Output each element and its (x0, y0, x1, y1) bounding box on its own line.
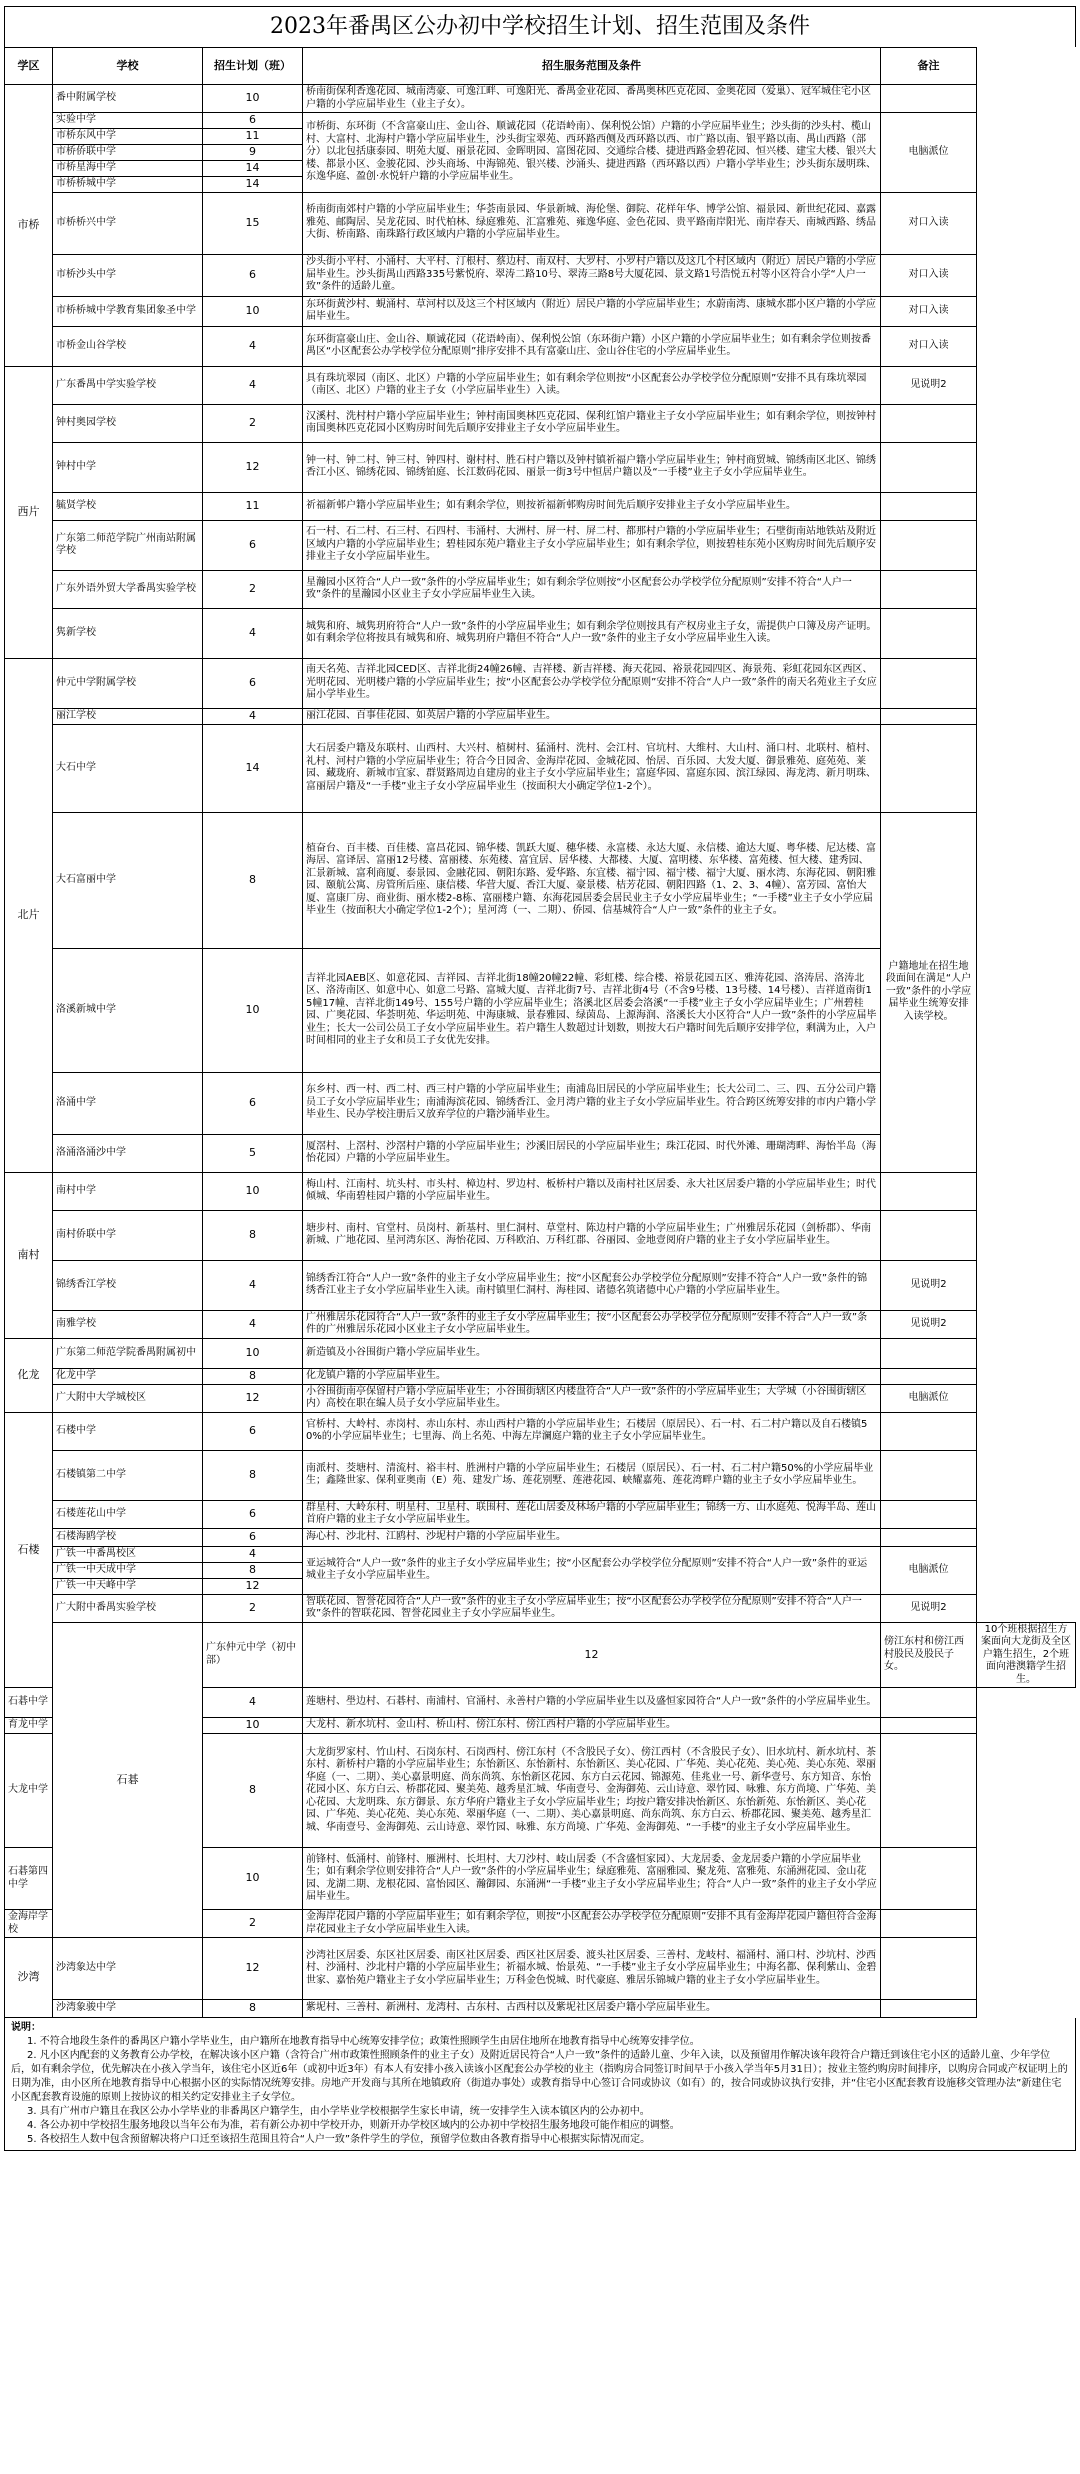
note-cell (881, 1718, 977, 1734)
plan-cell: 8 (203, 1734, 303, 1848)
document-title: 2023年番禺区公办初中学校招生计划、招生范围及条件 (4, 6, 1076, 47)
school-cell: 广大附中番禺实验学校 (53, 1594, 203, 1622)
scope-cell: 东环街富豪山庄、金山谷、顺诚花园（花语岭南）、保利悦公馆（东环街户籍）小区户籍的小学应届毕业生；如有剩余学位则按番禺区“小区配套公办学校学位分配原则”排序安排不具有富豪山庄、金山谷住宅的小学应届毕业生。 (303, 326, 881, 366)
scope-cell: 植奋台、百丰楼、百佳楼、富昌花园、锦华楼、凯跃大厦、穗华楼、永富楼、永达大厦、永信楼、逾达大厦、粤华楼、尼达楼、富海居、富译居、富丽12号楼、富丽楼、东苑楼、富宜居、居华楼、大都楼、大厦、富明楼、东华楼、富苑楼、恒大楼、建秀园、汇景新城、富利商厦、泰景园、金融花园、朝阳东路、爱华路、东宜楼、福宁园、福宁楼、福宁大厦、丽水湾、东海花园、朝阳雅园、颐航公寓、房管所后座、康信楼、华营大厦、香江大厦、豪景楼、桔芳花园、朝阳四路（1、2、3、4幢）、富芳园、富怡大厦、富康厂房、商业街、丽水楼2-8栋、富丽楼户籍、东海花园居委会居民业主子女小学应届毕业生；“一手楼”业主子女小学应届毕业生（按面积大小确定学位1-2个）；星河湾（一、二期）、侨园、信基城符合“人户一致”条件的业主子女。 (303, 812, 881, 948)
plan-cell: 4 (203, 366, 303, 404)
plan-cell: 15 (203, 192, 303, 254)
scope-cell: 吉祥北园AEB区、如意花园、吉祥园、吉祥北街18幢20幢22幢、彩虹楼、综合楼、裕景花园五区、雅涛花园、洛涛居、洛涛北区、洛涛南区、如意中心、如意二号路、富城大厦、吉祥北街7号、吉祥北街4号（不含9号楼、13号楼、14号楼）、吉祥道南街15幢17幢、吉祥北街149号、155号户籍的小学应届毕业生；洛溪北区居委会洛溪“一手楼”业主子女小学应届毕业生；广州碧桂园、广奥花园、华荟明苑、华运明苑、中海康城、景春雅园、绿茵岛、上源海润、洛溪长大小区符合“人户一致”条件的小学应届毕业生；长大一公司公员工子女小学应届毕业生。若户籍生人数超过计划数，则按大石户籍时间先后顺序安排学位，剩满为止，入户时间相同的业主子女和员工子女优先安排。 (303, 948, 881, 1072)
table-row (5, 1384, 1076, 1412)
scope-cell: 官桥村、大岭村、赤岗村、赤山东村、赤山西村户籍的小学应届毕业生；石楼居（原居民）、石一村、石二村户籍以及自石楼镇50%的小学应届毕业生；七里海、尚上名苑、中海左岸澜庭户籍的业主子女小学应届毕业生。 (303, 1412, 881, 1450)
school-cell: 实验中学 (53, 113, 203, 129)
plan-cell: 10 (203, 948, 303, 1072)
school-cell: 广东第二师范学院广州南站附属学校 (53, 520, 203, 570)
table-row (5, 192, 1076, 254)
plan-cell: 12 (203, 1578, 303, 1594)
scope-cell: 厦滘村、上滘村、沙滘村户籍的小学应届毕业生；沙溪旧居民的小学应届毕业生；珠江花园、时代外滩、珊瑚湾畔、海怡半岛（海怡花园）户籍的小学应届毕业生。 (303, 1134, 881, 1172)
district-cell: 南村 (5, 1172, 53, 1338)
school-cell: 石楼海鸥学校 (53, 1528, 203, 1546)
table-row (5, 708, 1076, 724)
note-cell (881, 1688, 977, 1718)
enrollment-table (4, 47, 1076, 2018)
table-row (5, 1368, 1076, 1384)
note-cell: 对口入读 (881, 326, 977, 366)
scope-cell: 紫坭村、三善村、新洲村、龙湾村、古东村、古西村以及紫坭社区居委户籍小学应届毕业生。 (303, 2000, 881, 2018)
plan-cell: 4 (203, 608, 303, 658)
scope-cell: 亚运城符合“人户一致”条件的业主子女小学应届毕业生；按“小区配套公办学校学位分配原则”安排不符合“人户一致”条件的亚运城业主子女小学应届毕业生。 (303, 1546, 881, 1594)
note-cell: 电脑派位 (881, 113, 977, 193)
scope-cell: 沙湾社区居委、东区社区居委、南区社区居委、西区社区居委、渡头社区居委、三善村、龙岐村、福涌村、涌口村、沙坑村、沙西村、沙涌村、沙北村户籍的小学应届毕业生；祈福水城、怡景苑、“一手楼”业主子女小学应届毕业生；中海名都、保利紫山、金碧世家、嘉怡苑户籍业主子女小学应届毕业生；万科金色悦城、时代豪庭、雅居乐锦城户籍的业主子女小学应届毕业生。 (303, 1938, 881, 2000)
table-row (5, 570, 1076, 608)
scope-cell: 小谷围街南亭保留村户籍小学应届毕业生；小谷围街辖区内楼盘符合“人户一致”条件的小学应届毕业生；大学城（小谷围街辖区内）高校在职在编人员子女小学应届毕业生。 (303, 1384, 881, 1412)
plan-cell: 6 (203, 1072, 303, 1134)
note-item-5: 5. 各校招生人数中包含预留解决将户口迁至该招生范围且符合“人户一致”条件学生的学位，预留学位数由各教育指导中心根据实际情况而定。 (27, 2134, 651, 2145)
scope-cell: 大石居委户籍及东联村、山西村、大兴村、植树村、猛涌村、洗村、会江村、官坑村、大维村、大山村、涌口村、北联村、植村、礼村、河村户籍的小学应届毕业生；符合今日园舍、金海岸花园、金城花园、怡居、百乐园、大发大厦、御景雅苑、庭苑苑、莱园、藏珑府、新城市宜家、群贤路周边自建房的业主子女小学应届毕业生；富庭华园、富庭东园、滨江绿园、海龙湾、新月明珠、富丽居户籍及“一手楼”业主子女小学应届毕业生（按面积大小确定学位1-2个）。 (303, 724, 881, 812)
school-cell: 市桥星海中学 (53, 160, 203, 176)
scope-cell: 南天名苑、吉祥北园CED区、吉祥北街24幢26幢、吉祥楼、新吉祥楼、海天花园、裕景花园四区、海景苑、彩虹花园东区西区、光明花园、光明楼户籍的小学应届毕业生；按“小区配套公办学校学位分配原则”安排不符合“人户一致”条件的南天名苑业主子女应届小学毕业生。 (303, 658, 881, 708)
note-cell: 对口入读 (881, 296, 977, 326)
plan-cell: 8 (203, 1368, 303, 1384)
plan-cell: 14 (203, 176, 303, 192)
plan-cell: 12 (303, 1622, 881, 1688)
note-cell (881, 570, 977, 608)
scope-cell: 城隽和府、城隽玥府符合“人户一致”条件的小学应届毕业生；如有剩余学位则按具有产权房业主子女，需提供户口簿及房产证明。如有剩余学位将按具有城隽和府、城隽玥府户籍但不符合“人户一致”条件的业主子女小学应届毕业生入读。 (303, 608, 881, 658)
school-cell: 石碁中学 (5, 1688, 53, 1718)
header-school: 学校 (53, 48, 203, 85)
school-cell: 锦绣香江学校 (53, 1260, 203, 1310)
scope-cell: 桥南街保利香逸花园、城南湾豪、可逸江畔、可逸阳光、番禺金业花园、番禺奥林匹克花园、金奥花园（爱巢）、冠军城住宅小区户籍的小学应届毕业生（业主子女）。 (303, 85, 881, 113)
plan-cell: 4 (203, 1310, 303, 1338)
school-cell: 沙湾象骏中学 (53, 2000, 203, 2018)
header-district: 学区 (5, 48, 53, 85)
note-cell: 电脑派位 (881, 1384, 977, 1412)
note-cell (881, 1848, 977, 1910)
plan-cell: 6 (203, 1412, 303, 1450)
plan-cell: 6 (203, 658, 303, 708)
plan-cell: 11 (203, 128, 303, 144)
note-cell (881, 1338, 977, 1368)
table-row (5, 113, 1076, 129)
note-cell (881, 1500, 977, 1528)
plan-cell: 6 (203, 254, 303, 296)
scope-cell: 梅山村、江南村、坑头村、市头村、樟边村、罗边村、板桥村户籍以及南村社区居委、永大社区居委户籍的小学应届毕业生；时代倾城、华南碧桂园户籍的小学应届毕业生。 (303, 1172, 881, 1210)
table-row (5, 1546, 1076, 1562)
school-cell: 育龙中学 (5, 1718, 53, 1734)
scope-cell: 前锋村、低涌村、前锋村、雁洲村、长坦村、大刀沙村、岐山居委（不含盛恒家园）、大龙居委、金龙居委户籍的小学应届毕业生；如有剩余学位则安排符合“人户一致”条件的小学应届毕业生；绿庭雅苑、富丽雅园、聚龙苑、富雅苑、东涌洲花园、金山花园、龙湖二期、龙根花园、富怡园区、瀚御园、东涌洲“一手楼”业主子女小学应届毕业生；符合“人户一致”条件的业主子女小学应届毕业生。 (303, 1848, 881, 1910)
school-cell: 广东仲元中学（初中部） (203, 1622, 303, 1688)
plan-cell: 4 (203, 326, 303, 366)
school-cell: 番中附属学校 (53, 85, 203, 113)
scope-cell: 祈福新邨户籍小学应届毕业生；如有剩余学位，则按祈福新邨购房时间先后顺序安排业主子女小学应届毕业生。 (303, 492, 881, 520)
school-cell: 钟村中学 (53, 442, 203, 492)
table-row (5, 724, 1076, 812)
school-cell: 广东番禺中学实验学校 (53, 366, 203, 404)
note-cell (881, 1210, 977, 1260)
table-row (5, 1310, 1076, 1338)
scope-cell: 金海岸花园户籍的小学应届毕业生；如有剩余学位，则按“小区配套公办学校学位分配原则”安排不具有金海岸花园户籍但符合金海岸花园业主子女小学应届毕业生入读。 (303, 1910, 881, 1938)
school-cell: 市桥东风中学 (53, 128, 203, 144)
school-cell: 市桥侨联中学 (53, 144, 203, 160)
district-cell: 沙湾 (5, 1938, 53, 2018)
table-row (5, 1622, 1076, 1688)
note-cell: 户籍地址在招生地段面间在满足“人户一致”条件的小学应届毕业生统筹安排入读学校。 (881, 812, 977, 1172)
table-row (5, 1338, 1076, 1368)
school-cell: 市桥桥兴中学 (53, 192, 203, 254)
district-cell: 西片 (5, 366, 53, 658)
plan-cell: 6 (203, 113, 303, 129)
school-cell: 市桥桥城中学教育集团象圣中学 (53, 296, 203, 326)
scope-cell: 东乡村、西一村、西二村、西三村户籍的小学应届毕业生；南浦岛旧居民的小学应届毕业生；长大公司二、三、四、五分公司户籍员工子女小学应届毕业生；南浦海滨花园、锦绣香江、金月湾户籍的业主子女小学应届毕业生。符合跨区统筹安排的市内户籍小学毕业生、民办学校注册后又放弃学位的户籍沙涌毕业生。 (303, 1072, 881, 1134)
table-row (5, 1528, 1076, 1546)
plan-cell: 10 (203, 1172, 303, 1210)
note-cell (881, 708, 977, 724)
table-row (5, 1210, 1076, 1260)
note-item-4: 4. 各公办初中学校招生服务地段以当年公布为准，若有新公办初中学校开办，则新开办学校区域内的公办初中学校招生服务地段可能作相应的调整。 (27, 2120, 680, 2131)
plan-cell: 4 (203, 708, 303, 724)
note-cell: 对口入读 (881, 192, 977, 254)
plan-cell: 6 (203, 1528, 303, 1546)
scope-cell: 桥南街南郊村户籍的小学应届毕业生；华荟南景园、华景新城、海伦堡、御院、花样年华、博学公馆、福景园、新世纪花园、嘉露雅苑、邮陶居、吴龙花园、时代柏林、绿庭雅苑、汇富雅苑、雍逸华庭、金色花园、贵平路南岸阳光、南岸春天、南城西路、绣品大街、桥南路、南珠路行政区域内户籍的小学应届毕业生。 (303, 192, 881, 254)
school-cell: 广东第二师范学院番禺附属初中 (53, 1338, 203, 1368)
school-cell: 石楼莲花山中学 (53, 1500, 203, 1528)
school-cell: 钟村奥园学校 (53, 404, 203, 442)
school-cell: 大石中学 (53, 724, 203, 812)
note-cell (881, 1172, 977, 1210)
plan-cell: 11 (203, 492, 303, 520)
table-row (5, 366, 1076, 404)
note-cell (881, 492, 977, 520)
plan-cell: 12 (203, 442, 303, 492)
table-header-row (5, 48, 1076, 85)
school-cell: 南雅学校 (53, 1310, 203, 1338)
scope-cell: 钟一村、钟二村、钟三村、钟四村、谢村村、胜石村户籍以及钟村镇祈福户籍小学应届毕业生；钟村商贸城、锦绣南区北区、锦绣香江小区、锦绣花园、锦绣铂庭、长江数码花园、丽景一街3号中恒居户籍以及“一手楼”业主子女小学应届毕业生。 (303, 442, 881, 492)
district-cell: 石碁 (53, 1622, 203, 1938)
scope-cell: 东环街黄沙村、蜆涌村、草河村以及这三个村区域内（附近）居民户籍的小学应届毕业生；水蔚南湾、康城水郡小区户籍的小学应届毕业生。 (303, 296, 881, 326)
school-cell: 仲元中学附属学校 (53, 658, 203, 708)
plan-cell: 12 (203, 1938, 303, 2000)
plan-cell: 14 (203, 724, 303, 812)
plan-cell: 10 (203, 1848, 303, 1910)
district-cell: 石楼 (5, 1412, 53, 1688)
school-cell: 金海岸学校 (5, 1910, 53, 1938)
plan-cell: 10 (203, 85, 303, 113)
notes-title: 说明： (11, 2022, 41, 2033)
school-cell: 石楼镇第二中学 (53, 1450, 203, 1500)
scope-cell: 星瀚园小区符合“人户一致”条件的小学应届毕业生；如有剩余学位则按“小区配套公办学校学位分配原则”安排不符合“人户一致”条件的星瀚园小区业主子女小学应届毕业生入读。 (303, 570, 881, 608)
note-cell: 见说明2 (881, 366, 977, 404)
plan-cell: 4 (203, 1688, 303, 1718)
header-note: 备注 (881, 48, 977, 85)
school-cell: 隽新学校 (53, 608, 203, 658)
table-row (5, 812, 1076, 948)
scope-cell: 大龙村、新水坑村、金山村、桥山村、傍江东村、傍江西村户籍的小学应届毕业生。 (303, 1718, 881, 1734)
plan-cell: 4 (203, 1546, 303, 1562)
scope-cell: 塘步村、南村、官堂村、员岗村、新基村、里仁洞村、草堂村、陈边村户籍的小学应届毕业生；广州雅居乐花园（剑桥郡）、华南新城、广地花园、星河湾东区、海怡花园、万科欧泊、万科红郡、谷丽园、金地壹阅府户籍的业主子女小学应届毕业生。 (303, 1210, 881, 1260)
school-cell: 大石富丽中学 (53, 812, 203, 948)
notes-section (4, 2018, 1076, 2151)
note-cell (881, 1734, 977, 1848)
table-row (5, 492, 1076, 520)
school-cell: 广大附中大学城校区 (53, 1384, 203, 1412)
plan-cell: 8 (203, 1562, 303, 1578)
plan-cell: 2 (203, 404, 303, 442)
table-row (5, 442, 1076, 492)
note-cell (881, 404, 977, 442)
table-row (5, 85, 1076, 113)
table-row (5, 1500, 1076, 1528)
table-row (5, 1938, 1076, 2000)
scope-cell: 傍江东村和傍江西村股民及股民子女。 (881, 1622, 977, 1688)
note-cell: 电脑派位 (881, 1546, 977, 1594)
school-cell: 石楼中学 (53, 1412, 203, 1450)
district-cell: 化龙 (5, 1338, 53, 1412)
note-cell (881, 520, 977, 570)
note-cell (881, 1910, 977, 1938)
scope-cell: 市桥街、东环街（不含富豪山庄、金山谷、顺诚花园（花语岭南）、保利悦公馆）户籍的小学应届毕业生；沙头街的沙头村、榄山村、大富村、北海村户籍小学应届毕业生，沙头街宝翠苑、西环路西侧及西环路以西、市广路以南、银平路以南、禺山西路（部分）以北包括康泰园、明苑大厦、丽景花园、金晖明园、富图花园、交通综合楼、捷进西路金碧花园、恒兴楼、建宝大楼、银兴大楼、都景小区、金骏花园、沙头商场、中海锦苑、银兴楼、沙涌头、捷进西路（西环路以西）户籍小学毕业生；沙头街东晟明珠、东逸华庭、盈创·水悦轩户籍的小学应届毕业生。 (303, 113, 881, 193)
table-row (5, 404, 1076, 442)
scope-cell: 莲塘村、壆边村、石碁村、南浦村、官涌村、永善村户籍的小学应届毕业生以及盛恒家园符合“人户一致”条件的小学应届毕业生。 (303, 1688, 881, 1718)
scope-cell: 具有珠坑翠园（南区、北区）户籍的小学应届毕业生；如有剩余学位则按“小区配套公办学校学位分配原则”安排不具有珠坑翠园（南区、北区）户籍的业主子女（小学应届毕业生）入读。 (303, 366, 881, 404)
table-row (5, 1172, 1076, 1210)
plan-cell: 2 (203, 1910, 303, 1938)
scope-cell: 智联花园、智誉花园符合“人户一致”条件的业主子女小学应届毕业生；按“小区配套公办学校学位分配原则”安排不符合“人户一致”条件的智联花园、智誉花园业主子女小学应届毕业生。 (303, 1594, 881, 1622)
school-cell: 市桥金山谷学校 (53, 326, 203, 366)
header-scope: 招生服务范围及条件 (303, 48, 881, 85)
document-page (4, 6, 1076, 2151)
note-cell (881, 658, 977, 708)
plan-cell: 4 (203, 1260, 303, 1310)
school-cell: 毓贤学校 (53, 492, 203, 520)
plan-cell: 2 (203, 570, 303, 608)
header-plan: 招生计划（班） (203, 48, 303, 85)
school-cell: 市桥桥城中学 (53, 176, 203, 192)
note-cell (881, 1528, 977, 1546)
table-row (5, 520, 1076, 570)
table-row (5, 1412, 1076, 1450)
note-cell (881, 1368, 977, 1384)
scope-cell: 丽江花园、百事佳花园、如英居户籍的小学应届毕业生。 (303, 708, 881, 724)
plan-cell: 5 (203, 1134, 303, 1172)
plan-cell: 2 (203, 1594, 303, 1622)
plan-cell: 9 (203, 144, 303, 160)
plan-cell: 10 (203, 1338, 303, 1368)
school-cell: 大龙中学 (5, 1734, 53, 1848)
school-cell: 广铁一中番禺校区 (53, 1546, 203, 1562)
note-cell: 见说明2 (881, 1310, 977, 1338)
plan-cell: 8 (203, 2000, 303, 2018)
plan-cell: 10 (203, 296, 303, 326)
school-cell: 洛涌中学 (53, 1072, 203, 1134)
school-cell: 南村侨联中学 (53, 1210, 203, 1260)
plan-cell: 8 (203, 1450, 303, 1500)
note-cell (881, 1938, 977, 2000)
note-cell: 对口入读 (881, 254, 977, 296)
scope-cell: 群星村、大岭东村、明星村、卫星村、联围村、莲花山居委及林场户籍的小学应届毕业生；锦绣一方、山水庭苑、悦海半岛、莲山首府户籍的业主子女小学应届毕业生。 (303, 1500, 881, 1528)
school-cell: 化龙中学 (53, 1368, 203, 1384)
note-cell: 见说明2 (881, 1260, 977, 1310)
scope-cell: 石一村、石二村、石三村、石四村、韦涌村、大洲村、屏一村、屏二村、都那村户籍的小学应届毕业生；石壁街南站地铁站及附近区域内户籍的小学应届毕业生；碧桂园东苑户籍业主子女小学应届毕业生；如有剩余学位，则按碧桂东苑小区购房时间先后顺序安排业主子女小学应届毕业生。 (303, 520, 881, 570)
note-cell (881, 2000, 977, 2018)
plan-cell: 12 (203, 1384, 303, 1412)
note-item-3: 3. 具有广州市户籍且在我区公办小学毕业的非番禺区户籍学生，由小学毕业学校根据学生家长申请，统一安排学生入读本镇区内的公办初中。 (27, 2106, 650, 2117)
plan-cell: 8 (203, 812, 303, 948)
school-cell: 石碁第四中学 (5, 1848, 53, 1910)
table-row (5, 1260, 1076, 1310)
school-cell: 丽江学校 (53, 708, 203, 724)
district-cell: 市桥 (5, 85, 53, 367)
school-cell: 广铁一中天峰中学 (53, 1578, 203, 1594)
plan-cell: 8 (203, 1210, 303, 1260)
table-row (5, 608, 1076, 658)
scope-cell: 汉溪村、洗村村户籍小学应届毕业生；钟村南国奥林匹克花园、保利红馆户籍业主子女小学应届毕业生；如有剩余学位，则按钟村南国奥林匹克花园小区购房时间先后顺序安排业主子女小学应届毕业生。 (303, 404, 881, 442)
note-cell (881, 608, 977, 658)
school-cell: 市桥沙头中学 (53, 254, 203, 296)
table-row (5, 658, 1076, 708)
plan-cell: 6 (203, 520, 303, 570)
school-cell: 广东外语外贸大学番禺实验学校 (53, 570, 203, 608)
table-row (5, 326, 1076, 366)
school-cell: 沙湾象达中学 (53, 1938, 203, 2000)
note-cell (881, 442, 977, 492)
school-cell: 南村中学 (53, 1172, 203, 1210)
plan-cell: 14 (203, 160, 303, 176)
note-cell (881, 724, 977, 812)
scope-cell: 广州雅居乐花园符合“人户一致”条件的业主子女小学应届毕业生；按“小区配套公办学校学位分配原则”安排不符合“人户一致”条件的广州雅居乐花园小区业主子女小学应届毕业生。 (303, 1310, 881, 1338)
scope-cell: 新造镇及小谷围街户籍小学应届毕业生。 (303, 1338, 881, 1368)
district-cell: 北片 (5, 658, 53, 1172)
school-cell: 洛溪新城中学 (53, 948, 203, 1072)
scope-cell: 化龙镇户籍的小学应届毕业生。 (303, 1368, 881, 1384)
table-row (5, 296, 1076, 326)
note-item-1: 1. 不符合地段生条件的番禺区户籍小学毕业生，由户籍所在地教育指导中心统筹安排学位；政策性照顾学生由居住地所在地教育指导中心统筹安排学位。 (27, 2036, 700, 2047)
note-cell: 见说明2 (881, 1594, 977, 1622)
scope-cell: 沙头街小平村、小涌村、大平村、汀根村、蔡边村、南双村、大罗村、小罗村户籍以及这几个村区域内（附近）居民户籍的小学应届毕业生。沙头街禺山西路335号紫悦府、翠涛二路10号、翠涛三路8号大厦花园、景文路1号浩悦五村等小区符合小学“人户一致”条件的适龄儿童。 (303, 254, 881, 296)
school-cell: 洛涌洛涌沙中学 (53, 1134, 203, 1172)
table-row (5, 2000, 1076, 2018)
note-cell (881, 1450, 977, 1500)
table-row (5, 1450, 1076, 1500)
school-cell: 广铁一中天成中学 (53, 1562, 203, 1578)
plan-cell: 10 (203, 1718, 303, 1734)
scope-cell: 南派村、茭塘村、清流村、裕丰村、胜洲村户籍的小学应届毕业生；石楼居（原居民）、石一村、石二村户籍50%的小学应届毕业生；鑫隆世家、保利亚奥南（E）苑、建发广场、莲花别墅、莲港花园、峡耀嘉苑、莲花湾畔户籍的业主子女小学应届毕业生。 (303, 1450, 881, 1500)
note-cell (881, 85, 977, 113)
scope-cell: 海心村、沙北村、江鸥村、沙坭村户籍的小学应届毕业生。 (303, 1528, 881, 1546)
note-cell: 10个班根据招生方案面向大龙街及全区户籍生招生，2个班面向港澳籍学生招生。 (977, 1622, 1076, 1688)
note-cell (881, 1412, 977, 1450)
table-row (5, 1594, 1076, 1622)
table-row (5, 254, 1076, 296)
scope-cell: 锦绣香江符合“人户一致”条件的业主子女小学应届毕业生；按“小区配套公办学校学位分配原则”安排不符合“人户一致”条件的锦绣香江业主子女小学应届毕业生入读。南村镇里仁洞村、海桂园、诸德名筑诸德中心户籍的小学应届毕业生。 (303, 1260, 881, 1310)
scope-cell: 大龙街罗家村、竹山村、石岗东村、石岗西村、傍江东村（不含股民子女）、傍江西村（不含股民子女）、旧水坑村、新水坑村、茶东村、新桥村户籍的小学应届毕业生；东怡新区、东怡新村、东怡新区、美心花园、广华苑、美心花苑、美心苑、美心东苑、翠丽华庭（一、二期）、美心嘉景明庭、尚东尚筑、东怡新区花园、东方白云花园、锦源苑、佳兆业一号、新华壹号、东方知音、东怡花园小区、东方白云、桥郡花园、聚美苑、越秀星汇城、华南壹号、金海御苑、云山诗意、翠竹园、咏雅、东方尚境、广华苑、美心花园、大龙明珠、东方御景、东方华府户籍业主子女小学应届毕业生；均按户籍安排决怡新区、东怡新苑、东怡新区、美心花园、广华苑、美心花苑、美心东苑、翠丽华庭（一、二期）、美心嘉景明庭、尚东尚筑、东方白云、桥郡花园、聚美苑、越秀星汇城、华南壹号、金海御苑、云山诗意、翠竹园、咏雅、东方尚境、广华苑、金海御苑、“一手楼”的业主子女小学应届毕业生。 (303, 1734, 881, 1848)
plan-cell: 6 (203, 1500, 303, 1528)
note-item-2: 2. 凡小区内配套的义务教育公办学校，在解决该小区户籍（含符合广州市政策性照顾条件的业主子女）及附近居民符合“人户一致”条件的适龄儿童、少年入读，以及预留用作解决该年段符合户籍迁到该住宅小区的适龄儿童、少年学位后，如有剩余学位，优先解决在小孩入学当年，该住宅小区近6年（或初中近3年）有本人有安排小孩入读该小区配套公办学校的业主（指购房合同签订时间早于小孩入学当年5月31日）；按业主签约购房时间排序，以购房合同或产权证明上的日期为准，由小区所在地教育指导中心根据小区的实际情况统筹安排。房地产开发商与其所在地镇政府（街道办事处）或教育指导中心签订合同或协议（如有）的，按合同或协议执行安排，并“住宅小区配套教育设施移交管理办法”新建住宅小区配套教育设施的原则上按协议的相关约定安排业主子女学位。 (11, 2050, 1068, 2103)
